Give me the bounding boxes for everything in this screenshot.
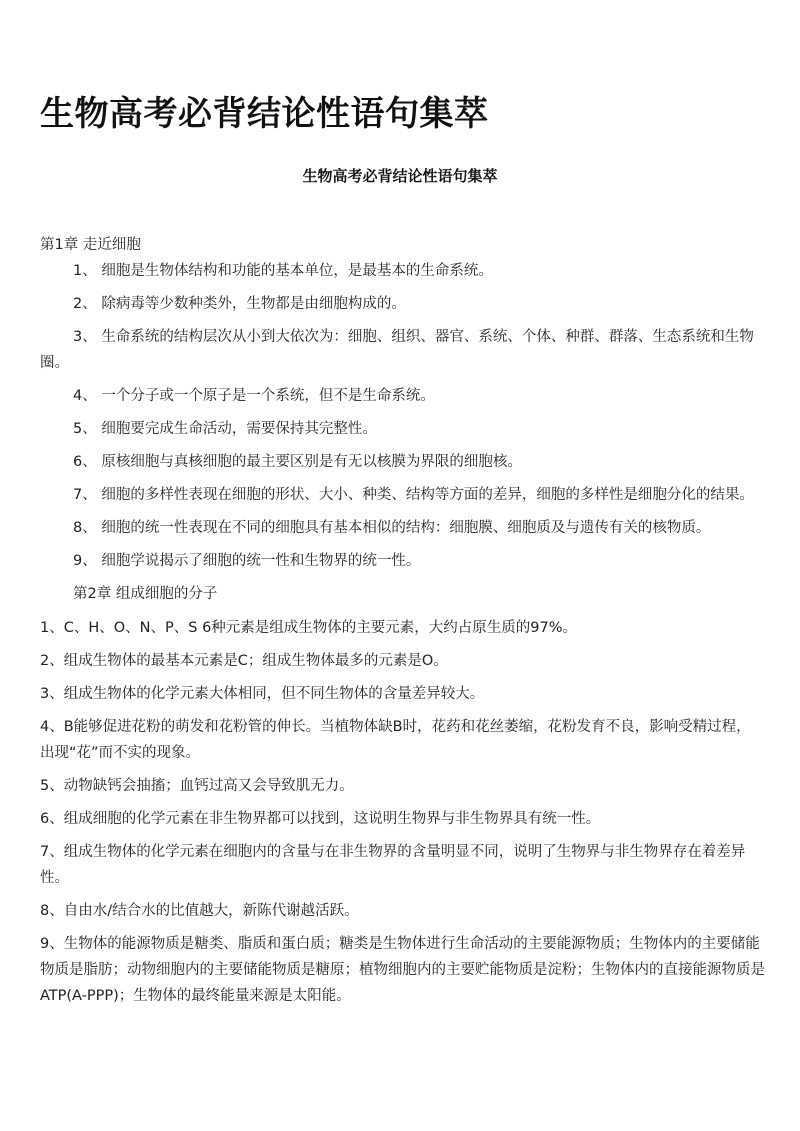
chapter-2-item: 1、C、H、O、N、P、S 6种元素是组成生物体的主要元素，大约占原生质的97%。 <box>40 620 578 636</box>
chapter-1-item: 6、 原核细胞与真核细胞的最主要区别是有无以核膜为界限的细胞核。 <box>73 454 522 470</box>
chapter-2-item: 3、组成生物体的化学元素大体相同，但不同生物体的含量差异较大。 <box>40 686 485 702</box>
chapter-1-heading: 第1章 走近细胞 <box>40 237 141 253</box>
chapter-2-item: 6、组成细胞的化学元素在非生物界都可以找到，这说明生物界与非生物界具有统一性。 <box>40 811 601 827</box>
chapter-1-item: 9、 细胞学说揭示了细胞的统一性和生物界的统一性。 <box>73 553 421 569</box>
chapter-1-item: 7、 细胞的多样性表现在细胞的形状、大小、种类、结构等方面的差异，细胞的多样性是细胞分化的结果。 <box>73 487 754 503</box>
chapter-1-item: 3、 生命系统的结构层次从小到大依次为：细胞、组织、器官、系统、个体、种群、群落、生态系统和生物圈。 <box>40 329 754 371</box>
chapter-1-item: 1、 细胞是生物体结构和功能的基本单位，是最基本的生命系统。 <box>73 263 493 279</box>
chapter-1-item: 4、 一个分子或一个原子是一个系统，但不是生命系统。 <box>73 388 435 404</box>
document-title: 生物高考必背结论性语句集萃 <box>302 167 498 185</box>
chapter-2-item: 8、自由水/结合水的比值越大，新陈代谢越活跃。 <box>40 903 359 919</box>
chapter-2-item: 5、动物缺钙会抽搐；血钙过高又会导致肌无力。 <box>40 778 354 794</box>
chapter-1-item: 5、 细胞要完成生命活动，需要保持其完整性。 <box>73 421 377 437</box>
chapter-2-item: 7、组成生物体的化学元素在细胞内的含量与在非生物界的含量明显不同，说明了生物界与非生物界存在着差异性。 <box>40 844 746 886</box>
page-title: 生物高考必背结论性语句集萃 <box>40 94 489 134</box>
chapter-2-item: 9、生物体的能源物质是糖类、脂质和蛋白质；糖类是生物体进行生命活动的主要能源物质；生物体内的主要储能物质是脂肪；动物细胞内的主要储能物质是糖原；植物细胞内的主要贮能物质是淀粉；生物体内的直接能源物质是ATP(A-PPP)；生物体的最终能量来源是太阳能。 <box>40 936 765 1004</box>
chapter-2-heading: 第2章 组成细胞的分子 <box>73 586 218 602</box>
chapter-2-item: 2、组成生物体的最基本元素是C；组成生物体最多的元素是O。 <box>40 653 448 669</box>
chapter-2-item: 4、B能够促进花粉的萌发和花粉管的伸长。当植物体缺B时，花药和花丝萎缩，花粉发育不良，影响受精过程，出现“花”而不实的现象。 <box>40 719 751 761</box>
chapter-1-item: 8、 细胞的统一性表现在不同的细胞具有基本相似的结构：细胞膜、细胞质及与遗传有关的核物质。 <box>73 520 711 536</box>
document-body <box>40 232 765 1016</box>
chapter-1-item: 2、 除病毒等少数种类外，生物都是由细胞构成的。 <box>73 296 406 312</box>
